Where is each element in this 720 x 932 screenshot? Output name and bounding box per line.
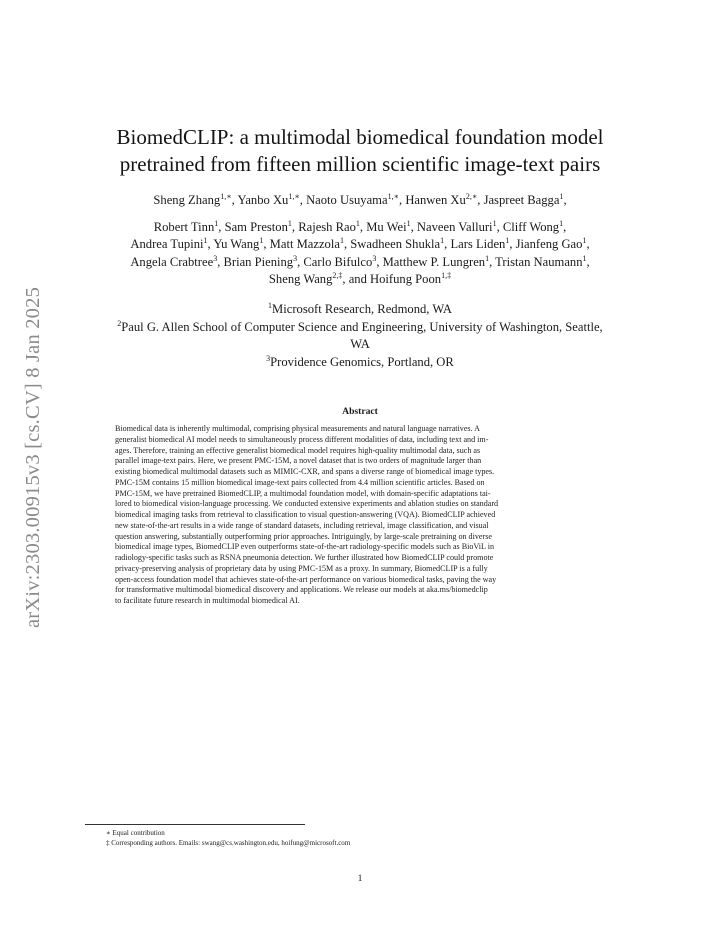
author-separator: , [359,219,367,234]
paper-title [90,124,630,178]
abstract-line: Biomedical data is inherently multimodal, comprising physical measurements and natural language narratives. A [115,424,481,433]
footnote [106,838,350,848]
author-affiliation-mark: 1 [559,192,564,201]
abstract-line: biomedical image types, BiomedCLIP even outperforms state-of-the-art radiology-specific models such as BioViL in [115,542,494,552]
author-affiliation-mark: 1 [582,236,587,245]
abstract-heading: Abstract [342,406,378,417]
author-name: Yanbo Xu [237,193,289,207]
affiliation [85,336,635,354]
author-name: Hoifung Poon [370,272,442,286]
author-name: Robert Tinn [153,219,215,234]
author-affiliation-mark: 1 [355,218,360,228]
author-separator: , [410,219,417,234]
author-affiliation-mark: 1 [505,236,510,245]
author-affiliation-mark: 1 [485,253,490,263]
author-separator: , [343,237,351,251]
author-separator: , [263,237,270,251]
author-separator: , [489,254,496,269]
author-name: Naveen Valluri [416,219,493,234]
affiliation-list [85,301,635,371]
author-affiliation-mark: 1,∗ [288,192,300,201]
author-name: Lars Liden [450,237,506,251]
author-separator: , [399,193,406,207]
author-name: Angela Crabtree [130,254,214,269]
affiliation-mark: 3 [266,353,271,363]
author-affiliation-mark: 3 [213,253,218,263]
author-separator: , [299,193,307,207]
abstract-line: radiology-specific tasks such as RSNA pneumonia detection. We further illustrated how BiomedCLIP could promote [115,553,494,562]
author-affiliation-mark: 1 [339,236,344,245]
abstract-line: for transformative multimodal biomedical discovery and applications. We release our models at aka.ms/biomedclip [115,585,488,595]
author-separator: , [444,237,451,251]
abstract-line: biomedical imaging tasks from retrieval to classification to visual question-answering (VQA). BiomedCLIP achieved [115,510,496,519]
affiliation-mark: 1 [268,301,273,310]
author-name: Sam Preston [224,219,288,234]
affiliation-text: WA [350,337,370,351]
author-separator: , [563,193,567,207]
author-name: Tristan Naumann [495,254,583,269]
affiliation [85,319,635,337]
author-affiliation-mark: 2,‡ [332,271,343,280]
author-affiliation-mark: 1 [582,253,587,263]
author-separator: , [217,254,224,269]
author-affiliation-mark: 1 [214,218,219,228]
author-affiliation-mark: 1,∗ [220,192,232,201]
author-separator: , [509,237,516,251]
footnote-mark: ∗ [106,829,111,837]
author-separator: , [207,237,214,251]
abstract-line: new state-of-the-art results in a wide range of standard datasets, including retrieval, image classification, and visual [115,520,489,530]
author-name: Sheng Wang [268,272,333,286]
abstract-line: parallel image-text pairs. Here, we present PMC-15M, a novel dataset that is two orders of magnitude larger than [115,456,482,466]
author-separator: , [563,219,567,234]
author-name: Matthew P. Lungren [382,254,486,269]
author-separator: , [496,219,503,234]
author-affiliation-mark: 1,∗ [387,192,400,201]
author-affiliation-mark: 1 [259,236,264,245]
author-separator: , and [342,272,371,286]
abstract-line: to facilitate future research in multimodal biomedical AI. [115,596,300,605]
author-name: Jaspreet Bagga [483,193,560,207]
author-separator: , [586,254,590,269]
author-affiliation-mark: 1,‡ [441,271,452,280]
page-number: 1 [357,873,363,884]
footnote [106,828,350,838]
author-separator: , [218,219,225,234]
affiliation-text: Providence Genomics, Portland, OR [270,354,454,369]
author-affiliation-mark: 1 [406,218,411,228]
affiliation [85,354,635,372]
author-line [85,254,635,272]
footnote-mark: ‡ [106,839,110,847]
arxiv-identifier-sidebar [21,258,47,656]
affiliation-text: Paul G. Allen School of Computer Science and Engineering, University of Washington, Seattle, [121,319,603,334]
author-name: Naoto Usuyama [306,193,388,207]
abstract-line: lored to biomedical vision-language processing. We conducted extensive experiments and ablation studies on standard [115,499,499,509]
author-name: Jianfeng Gao [515,237,583,251]
author-separator: , [586,237,590,251]
abstract-line: privacy-preserving analysis of proprietary data by using PMC-15M as a proxy. In summary, BiomedCLIP is a fully [115,563,488,573]
author-affiliation-mark: 2,∗ [465,192,478,201]
author-affiliation-mark: 1 [440,236,445,245]
author-affiliation-mark: 1 [559,218,564,228]
author-name: Yu Wang [213,237,260,251]
author-name: Brian Piening [223,254,294,269]
author-name: Mu Wei [366,219,407,234]
author-name: Rajesh Rao [298,219,356,234]
author-affiliation-mark: 1 [203,236,208,245]
author-name: Carlo Bifulco [303,254,373,269]
abstract-line: PMC-15M, we have pretrained BiomedCLIP, a multimodal foundation model, with domain-specific adaptations tai- [115,488,491,498]
footnotes [106,828,350,848]
abstract-line: ages. Therefore, training an effective generalist biomedical model requires high-quality multimodal data, such as [115,445,481,455]
author-name: Swadheen Shukla [350,237,441,251]
author-affiliation-mark: 3 [293,253,298,263]
author-name: Hanwen Xu [405,193,466,207]
author-name: Cliff Wong [502,219,560,234]
author-affiliation-mark: 1 [287,218,292,228]
author-line [85,192,635,210]
author-affiliation-mark: 3 [372,253,377,263]
abstract-body [115,424,605,607]
author-separator: , [297,254,304,269]
abstract-line: open-access foundation model that achieves state-of-the-art performance on various biomedical tasks, paving the way [115,574,497,584]
title-line-1: BiomedCLIP: a multimodal biomedical foundation model [116,125,604,149]
author-separator: , [291,219,299,234]
author-separator: , [376,254,383,269]
footnote-text: Equal contribution [110,829,165,837]
author-name: Andrea Tupini [130,237,204,251]
abstract-line: PMC-15M contains 15 million biomedical image-text pairs collected from 4.4 million scientific articles. Based on [115,477,485,487]
footnote-text: Corresponding authors. Emails: swang@cs.washington.edu, hoifung@microsoft.com [109,839,351,847]
abstract-line: generalist biomedical AI model needs to simultaneously process different modalities of data, including text and im- [115,434,489,444]
author-affiliation-mark: 1 [492,218,497,228]
author-line [85,271,635,289]
author-separator: , [477,193,484,207]
abstract-line: existing biomedical multimodal datasets such as MIMIC-CXR, and spans a diverse range of biomedical image types. [115,467,495,476]
author-name: Sheng Zhang [153,193,221,207]
author-name: Matt Mazzola [269,237,340,251]
abstract-line: question answering, substantially outperforming prior approaches. Intriguingly, by large-scale pretraining on diverse [115,531,492,541]
author-line [85,236,635,254]
affiliation-text: Microsoft Research, Redmond, WA [272,302,452,316]
affiliation [85,301,635,319]
author-list [85,192,635,289]
footnote-divider [85,824,305,825]
title-line-2: pretrained from fifteen million scientific image-text pairs [119,152,601,176]
author-separator: , [231,193,238,207]
author-line [85,219,635,237]
affiliation-mark: 2 [117,318,122,328]
arxiv-identifier-text: arXiv:2303.00915v3 [cs.CV] 8 Jan 2025 [22,286,45,628]
